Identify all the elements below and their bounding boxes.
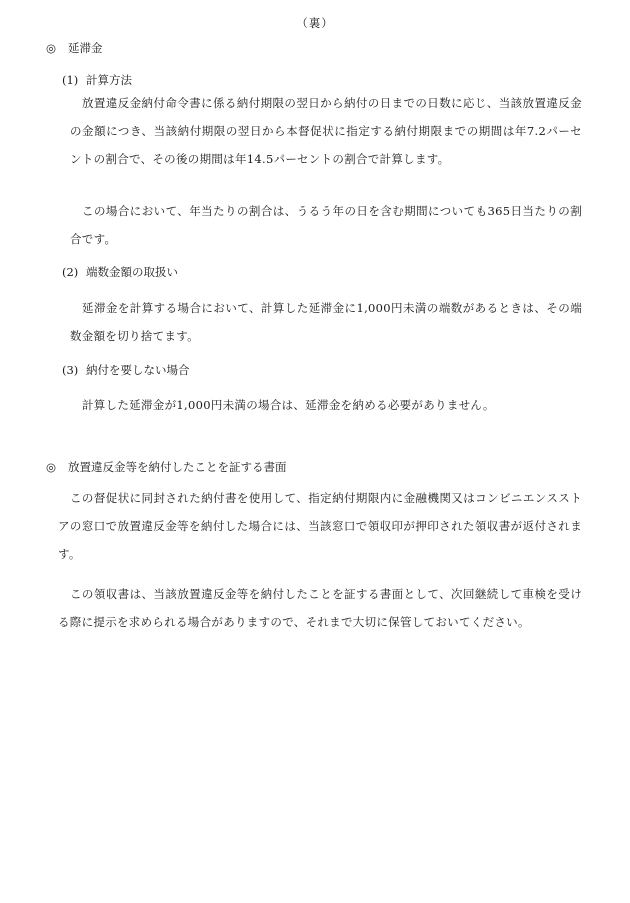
section-title-text: 放置違反金等を納付したことを証する書面: [68, 460, 287, 474]
page-header: （裏）: [296, 16, 334, 30]
subsection-number: (1): [62, 73, 79, 87]
paragraph-no-payment: 計算した延滞金が1,000円未満の場合は、延滞金を納める必要がありません。: [82, 398, 495, 412]
section-title-proof-document: [46, 459, 287, 475]
subsection-number: (2): [62, 265, 79, 279]
section-title-late-fee: [46, 40, 103, 56]
subsection-title-calculation: [62, 72, 132, 88]
double-circle-icon: ◎: [46, 41, 57, 55]
subsection-title-text: 計算方法: [86, 73, 132, 87]
paragraph-calculation-method: 放置違反金納付命令書に係る納付期限の翌日から納付の日までの日数に応じ、当該放置違反金の金額につき、当該納付期限の翌日から本督促状に指定する納付期限までの期間は年7.2パーセントの割合で、その後の期間は年14.5パーセントの割合で計算します。: [70, 96, 582, 166]
double-circle-icon: ◎: [46, 460, 57, 474]
paragraph-rounding: 延滞金を計算する場合において、計算した延滞金に1,000円未満の端数があるときは、その端数金額を切り捨てます。: [70, 301, 582, 343]
subsection-title-rounding: [62, 264, 178, 280]
section-title-text: 延滞金: [68, 41, 103, 55]
subsection-title-text: 納付を要しない場合: [86, 363, 190, 377]
paragraph-receipt-return: この督促状に同封された納付書を使用して、指定納付期限内に金融機関又はコンビニエンスストアの窓口で放置違反金等を納付した場合には、当該窓口で領収印が押印された領収書が返付されます。: [58, 491, 582, 561]
subsection-number: (3): [62, 363, 79, 377]
subsection-title-text: 端数金額の取扱い: [86, 265, 178, 279]
paragraph-leap-year-rate: この場合において、年当たりの割合は、うるう年の日を含む期間についても365日当たりの割合です。: [70, 204, 582, 246]
subsection-title-no-payment: [62, 362, 190, 378]
paragraph-keep-receipt: この領収書は、当該放置違反金等を納付したことを証する書面として、次回継続して車検を受ける際に提示を求められる場合がありますので、それまで大切に保管しておいてください。: [58, 587, 582, 629]
